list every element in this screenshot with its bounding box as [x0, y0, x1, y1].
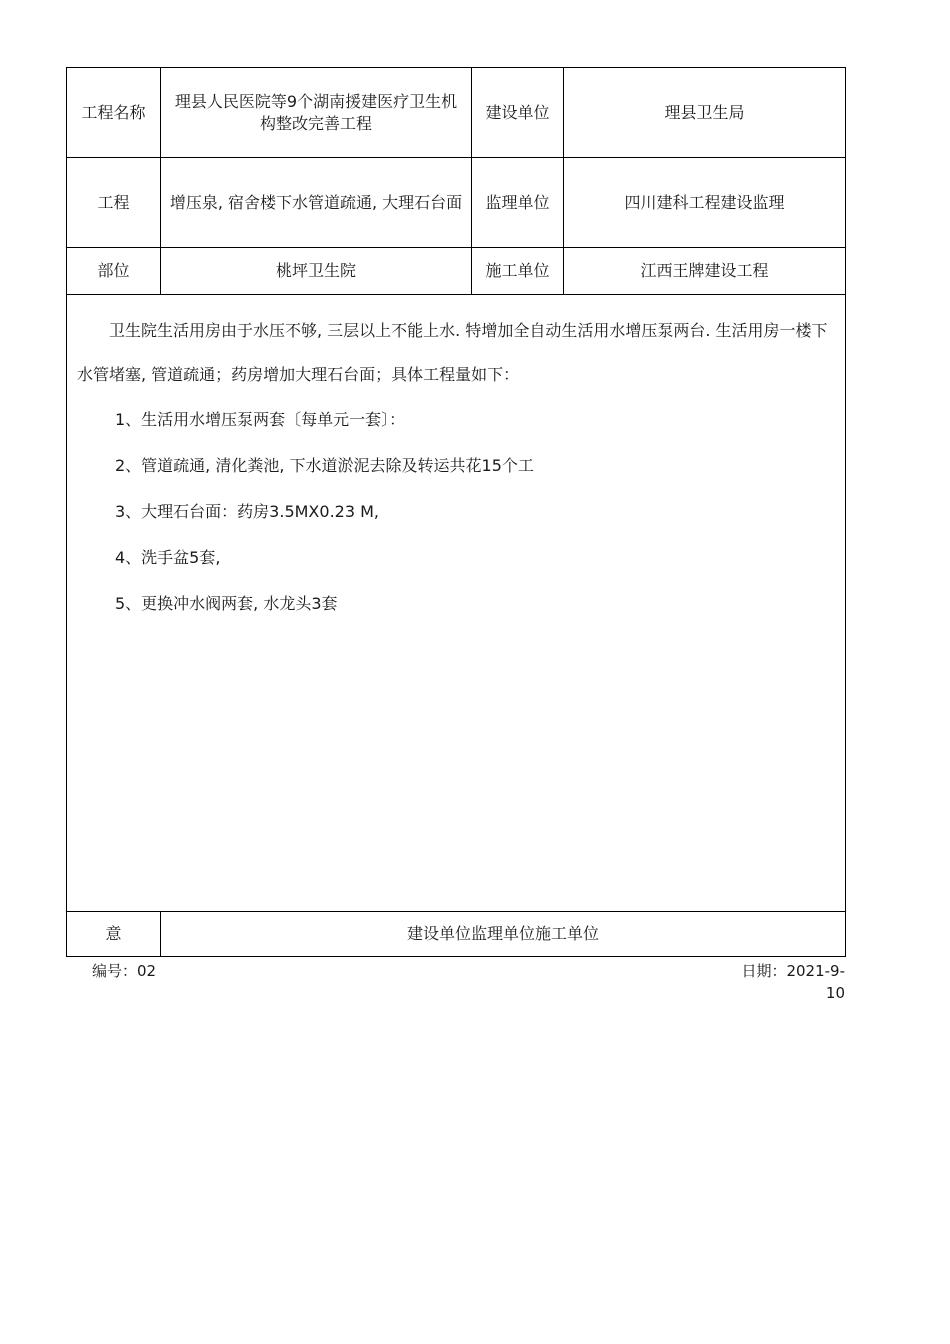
supervisor-label: 监理单位 — [472, 158, 564, 248]
signatories: 建设单位监理单位施工单位 — [161, 912, 846, 957]
opinion-label: 意 — [67, 912, 161, 957]
table-row — [67, 295, 846, 912]
location-label: 部位 — [67, 248, 161, 295]
table-row — [67, 248, 846, 295]
table-row — [67, 68, 846, 158]
work-description — [67, 295, 846, 912]
builder-label: 建设单位 — [472, 68, 564, 158]
project-value: 增压泉, 宿舍楼下水管道疏通, 大理石台面 — [161, 158, 472, 248]
contractor-value: 江西王牌建设工程 — [564, 248, 846, 295]
date-line: 日期：2021-9- — [741, 962, 845, 980]
project-form-table — [66, 67, 846, 957]
list-item: 5、更换冲水阀两套, 水龙头3套 — [115, 594, 338, 613]
date-line: 10 — [825, 984, 845, 1002]
project-label: 工程 — [67, 158, 161, 248]
builder-value: 理县卫生局 — [564, 68, 846, 158]
table-row — [67, 158, 846, 248]
list-item: 2、管道疏通, 清化粪池, 下水道淤泥去除及转运共花15个工 — [115, 456, 534, 475]
supervisor-value: 四川建科工程建设监理 — [564, 158, 846, 248]
location-value: 桃坪卫生院 — [161, 248, 472, 295]
list-item: 4、洗手盆5套, — [115, 548, 221, 567]
list-item: 1、生活用水增压泵两套〔每单元一套〕： — [115, 410, 406, 429]
project-name-label: 工程名称 — [67, 68, 161, 158]
list-item: 3、大理石台面：药房3.5MX0.23 M, — [115, 502, 379, 521]
table-row — [67, 912, 846, 957]
document-number: 编号：02 — [92, 962, 157, 980]
project-name-value: 理县人民医院等9个湖南援建医疗卫生机构整改完善工程 — [161, 68, 472, 158]
document-date — [735, 960, 845, 1004]
contractor-label: 施工单位 — [472, 248, 564, 295]
intro-paragraph: 卫生院生活用房由于水压不够, 三层以上不能上水. 特增加全自动生活用水增压泵两台. 生活用房一楼下水管堵塞, 管道疏通；药房增加大理石台面；具体工程量如下： — [77, 321, 828, 384]
